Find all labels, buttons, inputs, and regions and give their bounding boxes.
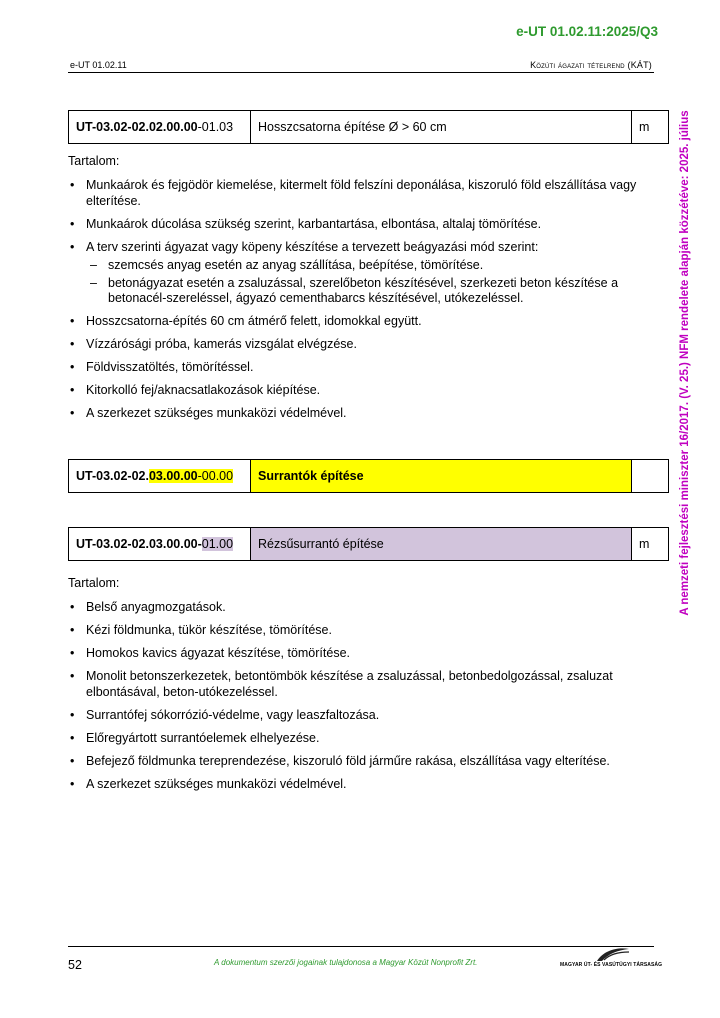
header-left: e-UT 01.02.11: [70, 60, 127, 70]
list-item: • A szerkezet szükséges munkaközi védelmével.: [68, 777, 654, 793]
side-note: [676, 96, 694, 630]
logo-text: MAGYAR ÚT- ÉS VASÚTÜGYI TÁRSASÁG: [560, 962, 663, 968]
item-unit: [632, 460, 668, 492]
content-label: Tartalom:: [68, 576, 120, 590]
list-item: • Belső anyagmozgatások.: [68, 600, 654, 616]
list-item: • Kitorkolló fej/aknacsatlakozások kiépítése.: [68, 383, 654, 399]
item-code-suffix: -00.00: [197, 469, 234, 483]
running-header: [68, 60, 654, 73]
item-name: Surrantók építése: [251, 460, 632, 492]
logo-swoosh-icon: [596, 946, 630, 962]
side-note-text: A nemzeti fejlesztési miniszter 16/2017. (V. 25.) NFM rendelete alapján közzétéve: 2025. július: [679, 110, 691, 616]
item-name: Hosszcsatorna építése Ø > 60 cm: [251, 111, 632, 143]
item-code-main: UT-03.02-02.03.00.00-: [76, 537, 202, 551]
item-code-suffix: -01.03: [197, 120, 234, 134]
content-list-3: [68, 600, 654, 800]
item-code-prefix: UT-03.02-02.: [76, 469, 149, 483]
item-code-highlight: 03.00.00: [148, 469, 198, 483]
list-item: • Surrantófej sókorrózió-védelme, vagy leaszfaltozása.: [68, 708, 654, 724]
list-item: • Munkaárok és fejgödör kiemelése, kitermelt föld felszíni deponálása, kiszoruló föld elszállítása vagy elterítése.: [68, 178, 654, 209]
list-item: • Homokos kavics ágyazat készítése, tömörítése.: [68, 646, 654, 662]
list-item: [68, 240, 654, 307]
item-row-hosszcsatorna: [68, 110, 669, 144]
document-code: e-UT 01.02.11:2025/Q3: [516, 24, 658, 39]
content-label: Tartalom:: [68, 154, 120, 168]
item-code: [69, 528, 251, 560]
list-item: • Kézi földmunka, tükör készítése, tömörítése.: [68, 623, 654, 639]
item-row-rezsusurranto: [68, 527, 669, 561]
item-code: [69, 460, 251, 492]
list-item: • Befejező földmunka tereprendezése, kiszoruló föld járműre rakása, elszállítása vagy elterítése.: [68, 754, 654, 770]
list-item: • A szerkezet szükséges munkaközi védelmével.: [68, 406, 654, 422]
list-item: • Előregyártott surrantóelemek elhelyezése.: [68, 731, 654, 747]
list-item: • Hosszcsatorna-építés 60 cm átmérő felett, idomokkal együtt.: [68, 314, 654, 330]
item-code: [69, 111, 251, 143]
list-item: • Munkaárok dúcolása szükség szerint, karbantartása, elbontása, altalaj tömörítése.: [68, 217, 654, 233]
list-item: • Földvisszatöltés, tömörítéssel.: [68, 360, 654, 376]
list-item: • Monolit betonszerkezetek, betontömbök készítése a zsaluzással, betonbedolgozással, zsaluzat elbontásával, beton-utókezeléssel.: [68, 669, 654, 700]
item-row-surrantok: [68, 459, 669, 493]
copyright-notice: A dokumentum szerzői jogainak tulajdonosa a Magyar Közút Nonprofit Zrt.: [214, 958, 478, 967]
sub-list: [86, 258, 654, 307]
sub-list-item: – betonágyazat esetén a zsaluzással, szerelőbeton készítésével, szerkezeti beton készítése a betonacél-szereléssel, ágyazó cementhabarcs készítésével, utókezeléssel.: [86, 276, 654, 307]
page-number: 52: [68, 958, 82, 972]
list-item: • Vízzárósági próba, kamerás vizsgálat elvégzése.: [68, 337, 654, 353]
sub-list-item: – szemcsés anyag esetén az anyag szállítása, beépítése, tömörítése.: [86, 258, 654, 274]
item-name: Rézsűsurrantó építése: [251, 528, 632, 560]
header-right: Közúti ágazati tételrend (KÁT): [530, 60, 652, 70]
item-unit: m: [639, 120, 650, 134]
content-list-1: [68, 178, 654, 429]
item-code-main: UT-03.02-02.02.00.00: [76, 120, 198, 134]
item-unit: m: [639, 537, 650, 551]
item-code-highlight: 01.00: [201, 537, 234, 551]
organization-logo: [560, 946, 663, 970]
list-item-text: A terv szerinti ágyazat vagy köpeny készítése a tervezett beágyazási mód szerint:: [86, 239, 539, 254]
